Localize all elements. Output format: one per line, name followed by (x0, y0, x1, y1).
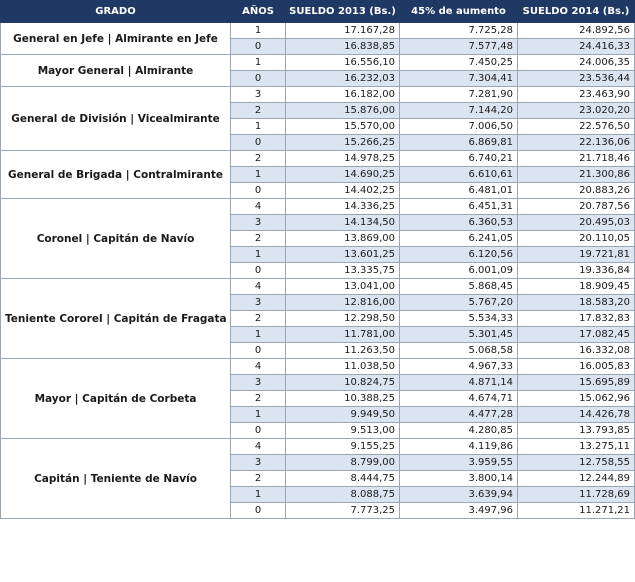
sueldo-2014-cell: 20.110,05 (518, 231, 635, 247)
sueldo-2013-cell: 16.232,03 (286, 71, 400, 87)
sueldo-2013-cell: 8.088,75 (286, 487, 400, 503)
sueldo-2013-cell: 17.167,28 (286, 23, 400, 39)
table-row (1, 151, 635, 167)
anios-cell: 0 (231, 343, 286, 359)
grado-cell: General de Brigada | Contralmirante (1, 151, 231, 199)
aumento-cell: 5.534,33 (400, 311, 518, 327)
sueldo-2013-cell: 15.266,25 (286, 135, 400, 151)
grado-cell: Teniente Cororel | Capitán de Fragata (1, 279, 231, 359)
anios-cell: 2 (231, 103, 286, 119)
table-row (1, 87, 635, 103)
aumento-cell: 6.740,21 (400, 151, 518, 167)
anios-cell: 0 (231, 183, 286, 199)
table-body (1, 23, 635, 519)
anios-cell: 3 (231, 455, 286, 471)
sueldo-2014-cell: 19.336,84 (518, 263, 635, 279)
sueldo-2014-cell: 11.271,21 (518, 503, 635, 519)
aumento-cell: 6.610,61 (400, 167, 518, 183)
aumento-cell: 7.006,50 (400, 119, 518, 135)
anios-cell: 0 (231, 423, 286, 439)
sueldo-2013-cell: 10.824,75 (286, 375, 400, 391)
sueldo-2013-cell: 13.041,00 (286, 279, 400, 295)
grado-cell: Coronel | Capitán de Navío (1, 199, 231, 279)
sueldo-2013-cell: 11.038,50 (286, 359, 400, 375)
sueldo-2013-cell: 14.978,25 (286, 151, 400, 167)
sueldo-2014-cell: 24.416,33 (518, 39, 635, 55)
anios-cell: 3 (231, 375, 286, 391)
table-row (1, 439, 635, 455)
grado-cell: Mayor | Capitán de Corbeta (1, 359, 231, 439)
sueldo-2013-cell: 9.155,25 (286, 439, 400, 455)
sueldo-2013-cell: 12.298,50 (286, 311, 400, 327)
sueldo-2013-cell: 9.949,50 (286, 407, 400, 423)
sueldo-2014-cell: 13.793,85 (518, 423, 635, 439)
header-row (1, 1, 635, 23)
grado-cell: Capitán | Teniente de Navío (1, 439, 231, 519)
header-sueldo-2014: SUELDO 2014 (Bs.) (518, 1, 635, 23)
aumento-cell: 7.144,20 (400, 103, 518, 119)
sueldo-2013-cell: 13.869,00 (286, 231, 400, 247)
sueldo-2014-cell: 21.300,86 (518, 167, 635, 183)
aumento-cell: 4.871,14 (400, 375, 518, 391)
sueldo-2014-cell: 22.136,06 (518, 135, 635, 151)
aumento-cell: 6.451,31 (400, 199, 518, 215)
table-row (1, 55, 635, 71)
sueldo-2013-cell: 16.838,85 (286, 39, 400, 55)
anios-cell: 3 (231, 215, 286, 231)
aumento-cell: 5.868,45 (400, 279, 518, 295)
aumento-cell: 6.869,81 (400, 135, 518, 151)
sueldo-2013-cell: 14.336,25 (286, 199, 400, 215)
sueldo-2013-cell: 15.876,00 (286, 103, 400, 119)
aumento-cell: 4.967,33 (400, 359, 518, 375)
sueldo-2013-cell: 15.570,00 (286, 119, 400, 135)
anios-cell: 4 (231, 199, 286, 215)
aumento-cell: 3.800,14 (400, 471, 518, 487)
aumento-cell: 3.639,94 (400, 487, 518, 503)
anios-cell: 2 (231, 231, 286, 247)
anios-cell: 0 (231, 503, 286, 519)
aumento-cell: 7.577,48 (400, 39, 518, 55)
sueldo-2014-cell: 22.576,50 (518, 119, 635, 135)
anios-cell: 2 (231, 471, 286, 487)
header-aumento: 45% de aumento (400, 1, 518, 23)
anios-cell: 1 (231, 327, 286, 343)
aumento-cell: 6.481,01 (400, 183, 518, 199)
header-sueldo-2013: SUELDO 2013 (Bs.) (286, 1, 400, 23)
sueldo-2013-cell: 11.781,00 (286, 327, 400, 343)
anios-cell: 1 (231, 119, 286, 135)
anios-cell: 1 (231, 407, 286, 423)
sueldo-2013-cell: 14.402,25 (286, 183, 400, 199)
anios-cell: 3 (231, 87, 286, 103)
anios-cell: 1 (231, 55, 286, 71)
sueldo-2014-cell: 17.082,45 (518, 327, 635, 343)
aumento-cell: 5.068,58 (400, 343, 518, 359)
sueldo-2014-cell: 23.020,20 (518, 103, 635, 119)
sueldo-2013-cell: 16.182,00 (286, 87, 400, 103)
table-row (1, 359, 635, 375)
table-row (1, 279, 635, 295)
grado-cell: Mayor General | Almirante (1, 55, 231, 87)
sueldo-2014-cell: 16.005,83 (518, 359, 635, 375)
sueldo-2014-cell: 18.909,45 (518, 279, 635, 295)
sueldo-2014-cell: 13.275,11 (518, 439, 635, 455)
sueldo-2014-cell: 15.695,89 (518, 375, 635, 391)
header-grado: GRADO (1, 1, 231, 23)
anios-cell: 0 (231, 39, 286, 55)
sueldo-2014-cell: 18.583,20 (518, 295, 635, 311)
aumento-cell: 6.120,56 (400, 247, 518, 263)
sueldo-2013-cell: 8.444,75 (286, 471, 400, 487)
anios-cell: 0 (231, 135, 286, 151)
sueldo-2014-cell: 16.332,08 (518, 343, 635, 359)
anios-cell: 4 (231, 359, 286, 375)
sueldo-2014-cell: 17.832,83 (518, 311, 635, 327)
anios-cell: 1 (231, 487, 286, 503)
sueldo-2014-cell: 14.426,78 (518, 407, 635, 423)
aumento-cell: 5.767,20 (400, 295, 518, 311)
table-row (1, 23, 635, 39)
aumento-cell: 7.304,41 (400, 71, 518, 87)
anios-cell: 2 (231, 151, 286, 167)
aumento-cell: 7.281,90 (400, 87, 518, 103)
anios-cell: 4 (231, 439, 286, 455)
aumento-cell: 6.001,09 (400, 263, 518, 279)
header-anios: AÑOS (231, 1, 286, 23)
anios-cell: 1 (231, 247, 286, 263)
anios-cell: 2 (231, 391, 286, 407)
table-row (1, 199, 635, 215)
sueldo-2013-cell: 8.799,00 (286, 455, 400, 471)
aumento-cell: 7.725,28 (400, 23, 518, 39)
sueldo-2014-cell: 24.006,35 (518, 55, 635, 71)
anios-cell: 1 (231, 167, 286, 183)
grado-cell: General en Jefe | Almirante en Jefe (1, 23, 231, 55)
anios-cell: 3 (231, 295, 286, 311)
aumento-cell: 4.477,28 (400, 407, 518, 423)
aumento-cell: 6.360,53 (400, 215, 518, 231)
sueldo-2014-cell: 12.758,55 (518, 455, 635, 471)
sueldo-2013-cell: 11.263,50 (286, 343, 400, 359)
sueldo-2014-cell: 23.536,44 (518, 71, 635, 87)
anios-cell: 1 (231, 23, 286, 39)
sueldo-2013-cell: 16.556,10 (286, 55, 400, 71)
sueldo-2013-cell: 14.690,25 (286, 167, 400, 183)
sueldo-2013-cell: 13.335,75 (286, 263, 400, 279)
sueldo-2013-cell: 7.773,25 (286, 503, 400, 519)
aumento-cell: 4.280,85 (400, 423, 518, 439)
anios-cell: 2 (231, 311, 286, 327)
sueldo-2013-cell: 9.513,00 (286, 423, 400, 439)
sueldo-2013-cell: 12.816,00 (286, 295, 400, 311)
aumento-cell: 4.674,71 (400, 391, 518, 407)
aumento-cell: 3.959,55 (400, 455, 518, 471)
aumento-cell: 5.301,45 (400, 327, 518, 343)
sueldo-2014-cell: 20.883,26 (518, 183, 635, 199)
sueldo-2013-cell: 10.388,25 (286, 391, 400, 407)
sueldo-2014-cell: 15.062,96 (518, 391, 635, 407)
aumento-cell: 4.119,86 (400, 439, 518, 455)
sueldo-2014-cell: 24.892,56 (518, 23, 635, 39)
grado-cell: General de División | Vicealmirante (1, 87, 231, 151)
sueldo-2014-cell: 11.728,69 (518, 487, 635, 503)
aumento-cell: 7.450,25 (400, 55, 518, 71)
sueldo-2014-cell: 19.721,81 (518, 247, 635, 263)
aumento-cell: 3.497,96 (400, 503, 518, 519)
sueldo-2014-cell: 21.718,46 (518, 151, 635, 167)
sueldo-2014-cell: 23.463,90 (518, 87, 635, 103)
anios-cell: 4 (231, 279, 286, 295)
sueldo-2014-cell: 20.495,03 (518, 215, 635, 231)
sueldo-2014-cell: 12.244,89 (518, 471, 635, 487)
aumento-cell: 6.241,05 (400, 231, 518, 247)
sueldo-2013-cell: 13.601,25 (286, 247, 400, 263)
anios-cell: 0 (231, 263, 286, 279)
sueldo-2013-cell: 14.134,50 (286, 215, 400, 231)
sueldo-2014-cell: 20.787,56 (518, 199, 635, 215)
anios-cell: 0 (231, 71, 286, 87)
